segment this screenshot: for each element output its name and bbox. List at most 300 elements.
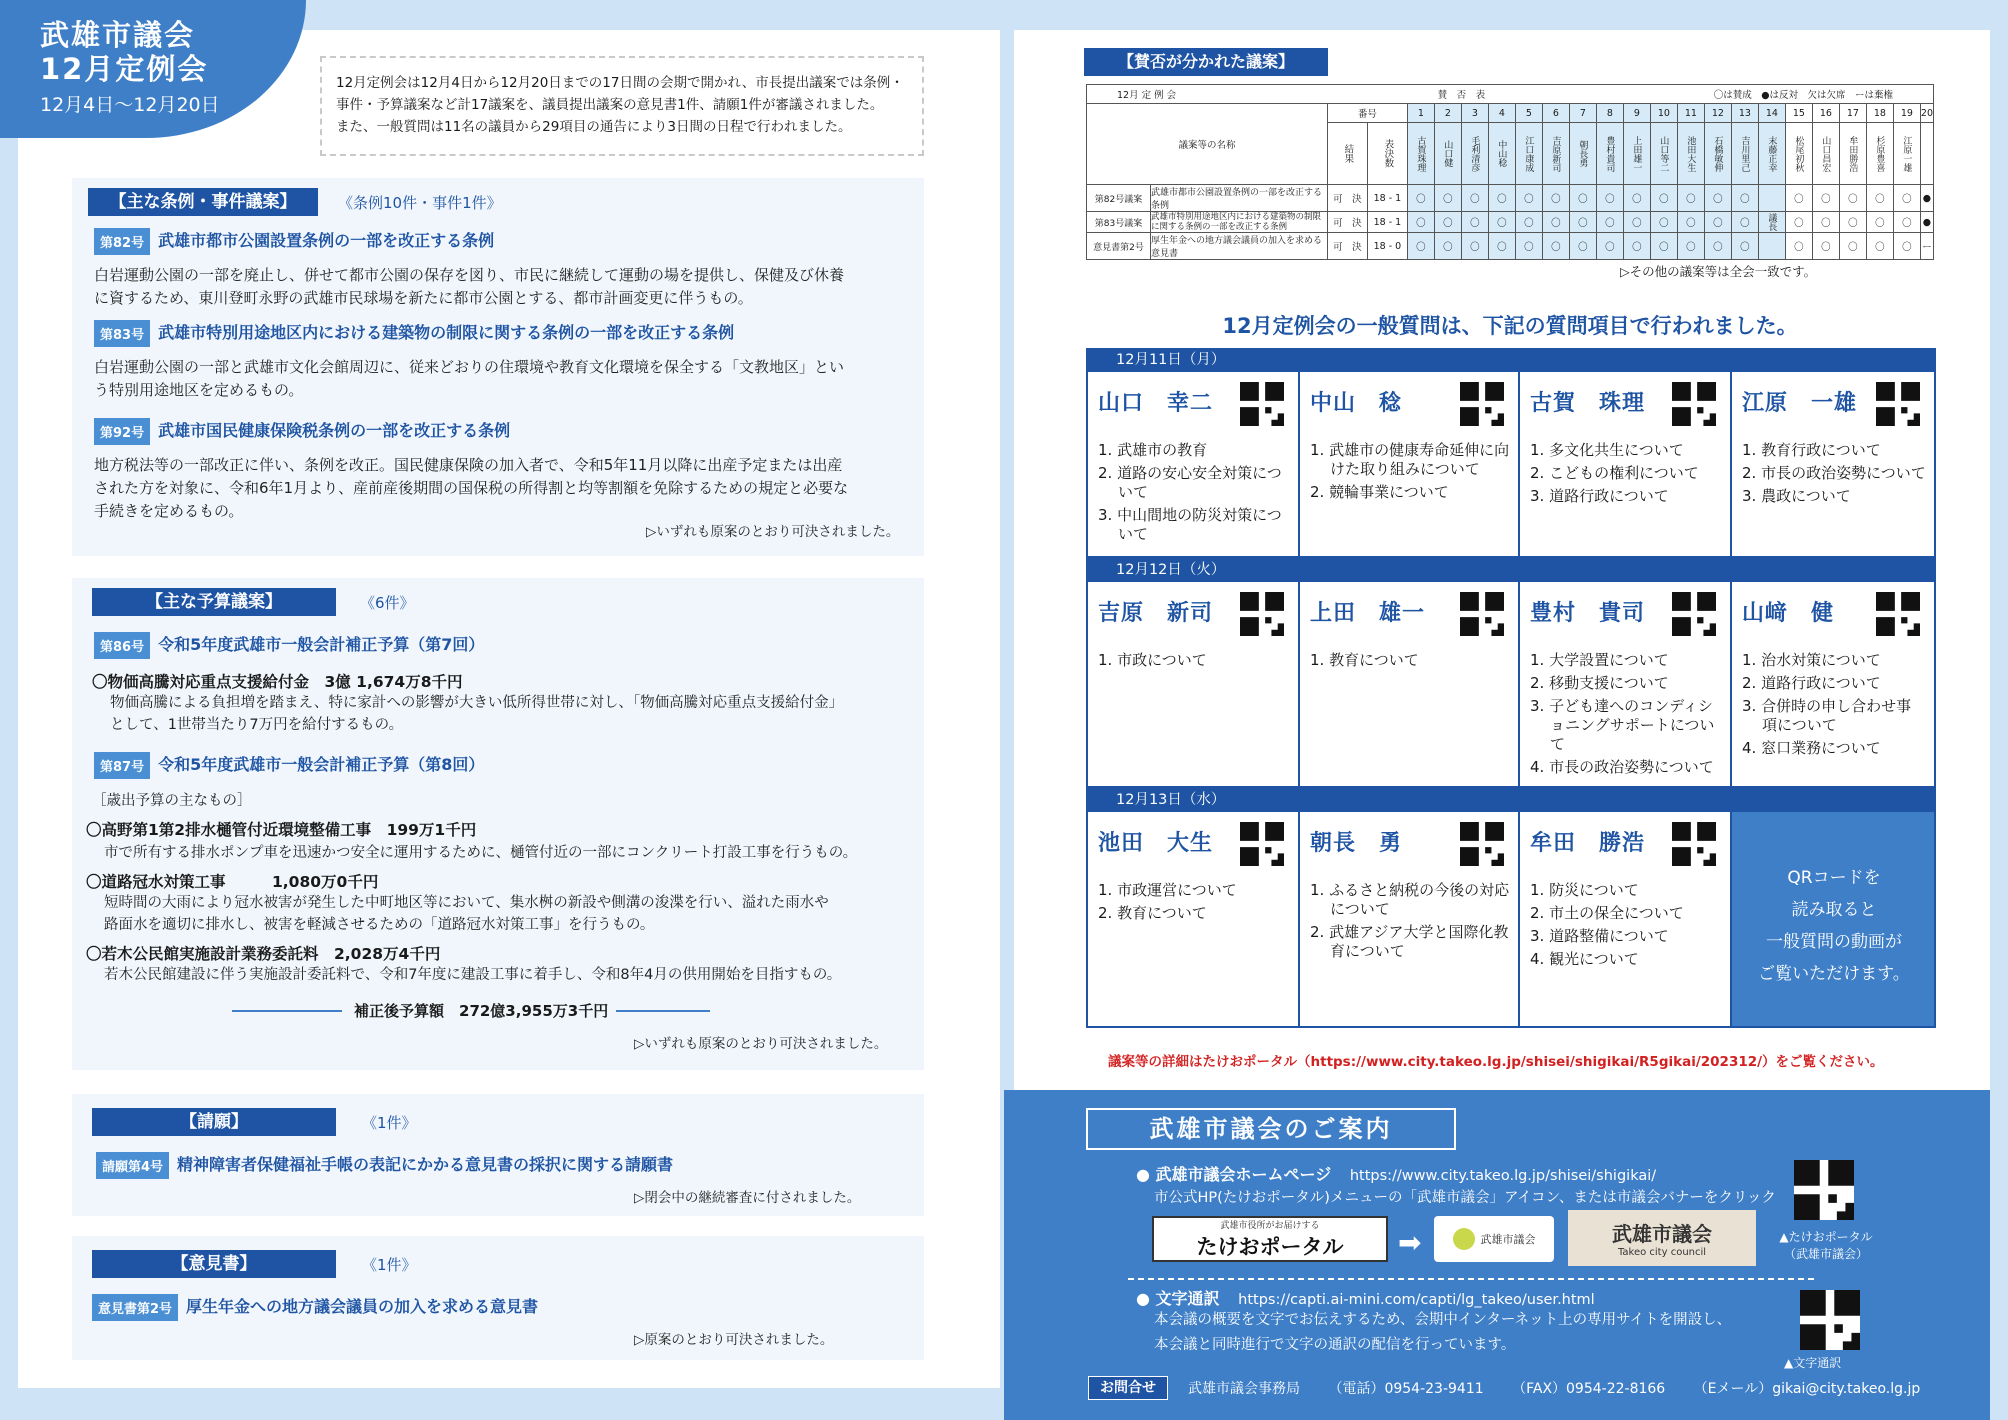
question-list — [1530, 881, 1722, 969]
mark: 〇 — [1866, 185, 1893, 212]
member-number: 13 — [1731, 104, 1758, 123]
subsidy-body — [110, 692, 920, 736]
vote-label: 【賛否が分かれた議案】 — [1084, 48, 1328, 76]
mark: 〇 — [1569, 185, 1596, 212]
mark: 〇 — [1677, 233, 1704, 260]
homepage-desc: 市公式HP(たけおポータル)メニューの「武雄市議会」アイコン、または市議会バナーをクリック — [1154, 1190, 1776, 1206]
mark: 〇 — [1407, 233, 1434, 260]
question-item: 2. こどもの権利について — [1530, 464, 1699, 482]
qr-code-icon[interactable] — [1672, 592, 1716, 636]
qr-note-line: 読み取ると — [1791, 900, 1877, 920]
body-line: された方を対象に、令和6年1月より、産前産後期間の国保税の所得割と均等割額を免除するための規定と必要な — [94, 479, 849, 497]
bill-number: 第82号 — [94, 228, 150, 255]
body-line: 地方税法等の一部改正に伴い、条例を改正。国民健康保険の加入者で、令和5年11月以降に出産予定または出産 — [94, 456, 843, 474]
mark: 〇 — [1434, 185, 1461, 212]
mark: 〇 — [1785, 212, 1812, 233]
member-name: 杉原豊喜 — [1866, 123, 1893, 185]
mark: 〇 — [1839, 185, 1866, 212]
mark: 〇 — [1677, 212, 1704, 233]
office-name: 武雄市議会事務局 — [1188, 1381, 1300, 1397]
member-name: 毛利清彦 — [1461, 123, 1488, 185]
budget-label: 【主な予算議案】 — [92, 588, 336, 616]
qr-note-line: QRコードを — [1787, 868, 1881, 888]
member-card[interactable] — [1520, 812, 1732, 1026]
desc-line: 本会議と同時進行で文字の通訳の配信を行っています。 — [1154, 1337, 1516, 1353]
row-id: 第83号議案 — [1087, 212, 1151, 233]
col-result: 結果 — [1327, 123, 1367, 185]
mark: 〇 — [1893, 185, 1920, 212]
question-item: 3. 合併時の申し合わせ事項について — [1742, 697, 1912, 734]
mark: 〇 — [1731, 185, 1758, 212]
qr-info-panel — [1732, 812, 1934, 1026]
mark: 〇 — [1623, 185, 1650, 212]
question-item: 2. 教育について — [1098, 904, 1207, 922]
opinion-count: 《1件》 — [362, 1256, 417, 1274]
mark: 〇 — [1596, 185, 1623, 212]
mark: 〇 — [1704, 233, 1731, 260]
vote-row — [1087, 212, 1934, 233]
mark: 〇 — [1893, 212, 1920, 233]
member-card[interactable] — [1088, 812, 1300, 1026]
vote-number-row — [1087, 104, 1934, 123]
qr-code-icon[interactable] — [1460, 822, 1504, 866]
mark: 〇 — [1650, 233, 1677, 260]
member-number: 20 — [1920, 104, 1933, 123]
question-item: 1. ふるさと納税の今後の対応について — [1310, 881, 1510, 918]
fax-number: （FAX）0954-22-8166 — [1512, 1381, 1666, 1397]
mark: 〇 — [1434, 212, 1461, 233]
question-list — [1742, 441, 1926, 506]
member-name: 豊村 貴司 — [1530, 601, 1646, 626]
member-name: 松尾初秋 — [1785, 123, 1812, 185]
mark: ● — [1920, 212, 1933, 233]
portal-qr-code-icon[interactable] — [1794, 1160, 1854, 1220]
council-icon-label: 武雄市議会 — [1480, 1233, 1536, 1246]
mark: 〇 — [1704, 212, 1731, 233]
session-period: 12月4日〜12月20日 — [40, 94, 220, 116]
member-name: 牟田 勝浩 — [1530, 831, 1646, 856]
row-name: 武雄市特別用途地区内における建築物の制限に関する条例の一部を改正する条例 — [1151, 212, 1328, 233]
member-name: 山﨑 健 — [1742, 601, 1835, 626]
question-item: 1. 市政運営について — [1098, 881, 1237, 899]
member-name: 山口昌宏 — [1812, 123, 1839, 185]
body-line: 手続きを定めるもの。 — [94, 502, 244, 520]
contact-row — [1188, 1378, 1920, 1398]
ordinance-result: ▷いずれも原案のとおり可決されました。 — [646, 524, 900, 540]
col-count: 表決数 — [1367, 123, 1407, 185]
member-name: 池田 大生 — [1098, 831, 1214, 856]
member-name: 中山稔 — [1488, 123, 1515, 185]
homepage-url[interactable]: https://www.city.takeo.lg.jp/shisei/shigikai/ — [1349, 1168, 1657, 1184]
bill-title-text: 武雄市都市公園設置条例の一部を改正する条例 — [158, 231, 495, 250]
chair-mark: 議長 — [1758, 212, 1785, 233]
mark: 〇 — [1812, 212, 1839, 233]
mark: 〇 — [1596, 212, 1623, 233]
mark: 〇 — [1704, 185, 1731, 212]
question-list — [1098, 881, 1290, 923]
col-name: 議案等の名称 — [1087, 104, 1328, 185]
council-banner[interactable] — [1568, 1210, 1756, 1266]
member-name: 山口等二 — [1650, 123, 1677, 185]
member-name: 末藤正幸 — [1758, 123, 1785, 185]
intro-line: 事件・予算議案など計17議案を、議員提出議案の意見書1件、請願1件が審議されました。 — [336, 97, 884, 113]
mark: 〇 — [1407, 185, 1434, 212]
mark: 〇 — [1569, 212, 1596, 233]
mark: 〇 — [1569, 233, 1596, 260]
opinion-title-text: 厚生年金への地方議会議員の加入を求める意見書 — [186, 1297, 539, 1316]
flood-body — [104, 892, 924, 936]
row-result: 可 決 — [1327, 233, 1367, 260]
homepage-label: ● 武雄市議会ホームページ — [1136, 1165, 1332, 1184]
bill-title-text: 武雄市国民健康保険税条例の一部を改正する条例 — [158, 421, 511, 440]
bill-title-text: 武雄市特別用途地区内における建築物の制限に関する条例の一部を改正する条例 — [158, 323, 735, 342]
vote-note: ▷その他の議案等は全会一致です。 — [1620, 264, 1817, 279]
day2-grid — [1086, 582, 1936, 788]
question-item: 2. 市土の保全について — [1530, 904, 1684, 922]
vote-row — [1087, 185, 1934, 212]
body-line: 若木公民館建設に伴う実施設計委託料で、令和7年度に建設工事に着手し、令和8年4月の供用開始を目指すもの。 — [104, 967, 842, 983]
qr-code-icon[interactable] — [1876, 382, 1920, 426]
mark: 〇 — [1839, 212, 1866, 233]
question-item: 3. 農政について — [1742, 487, 1851, 505]
row-count: 18 - 1 — [1367, 212, 1407, 233]
petition-label: 【請願】 — [92, 1108, 336, 1136]
contact-label: お問合せ — [1088, 1376, 1168, 1400]
guide-title: 武雄市議会のご案内 — [1086, 1108, 1456, 1150]
mark: 〇 — [1623, 233, 1650, 260]
member-name: 江原一雄 — [1893, 123, 1920, 185]
hall-body — [104, 964, 924, 986]
member-name: 吉原新司 — [1542, 123, 1569, 185]
row-id: 第82号議案 — [1087, 185, 1151, 212]
mark: 〇 — [1515, 212, 1542, 233]
bill-82-body — [94, 264, 914, 310]
vote-session: 12月 定 例 会 — [1087, 85, 1408, 104]
member-name: 山口 幸二 — [1098, 391, 1214, 416]
body-line: として、1世帯当たり7万円を給付するもの。 — [110, 717, 404, 733]
qr-code-icon[interactable] — [1876, 592, 1920, 636]
petition-result: ▷閉会中の継続審査に付されました。 — [634, 1190, 861, 1206]
caption-line: ▲たけおポータル — [1779, 1230, 1873, 1244]
intro-line: また、一般質問は11名の議員から29項目の通告により3日間の日程で行われました。 — [336, 119, 852, 135]
ordinance-count: 《条例10件・事件1件》 — [338, 194, 502, 212]
mark: 〇 — [1461, 212, 1488, 233]
date-bar-day2: 12月12日（火） — [1086, 558, 1936, 582]
question-list — [1310, 651, 1510, 670]
question-item: 2. 市長の政治姿勢について — [1742, 464, 1926, 482]
total-rule-left — [232, 1010, 342, 1012]
member-name: 吉川里己 — [1731, 123, 1758, 185]
row-name: 厚生年金への地方議会議員の加入を求める意見書 — [1151, 233, 1328, 260]
question-list — [1530, 651, 1722, 777]
member-number: 15 — [1785, 104, 1812, 123]
phone-number[interactable]: （電話）0954-23-9411 — [1328, 1381, 1484, 1397]
petition-number: 請願第4号 — [96, 1152, 169, 1179]
question-list — [1310, 441, 1510, 502]
portal-name: たけおポータル — [1196, 1234, 1344, 1259]
intro-box — [320, 56, 924, 156]
body-line: 白岩運動公園の一部を廃止し、併せて都市公園の保存を図り、市民に継続して運動の場を提供し、保健及び休養 — [94, 266, 845, 284]
member-name: 山口健 — [1434, 123, 1461, 185]
member-number: 9 — [1623, 104, 1650, 123]
member-number: 16 — [1812, 104, 1839, 123]
qr-note-line: ご覧いただけます。 — [1758, 964, 1910, 984]
qr-code-icon[interactable] — [1672, 822, 1716, 866]
mark: 〇 — [1434, 233, 1461, 260]
mark — [1758, 185, 1785, 212]
title-line2: 12月定例会 — [40, 52, 209, 86]
question-item: 3. 中山間地の防災対策について — [1098, 506, 1282, 543]
question-item: 1. 治水対策について — [1742, 651, 1881, 669]
member-name: 江原 一雄 — [1742, 391, 1858, 416]
day3-grid — [1086, 812, 1936, 1028]
bill-92-body — [94, 454, 914, 523]
question-list — [1098, 651, 1290, 670]
bill-83-body — [94, 356, 914, 402]
mark — [1758, 233, 1785, 260]
row-result: 可 決 — [1327, 185, 1367, 212]
member-number: 1 — [1407, 104, 1434, 123]
question-item: 1. 武雄市の健康寿命延伸に向けた取り組みについて — [1310, 441, 1510, 478]
bill-82-title[interactable] — [94, 228, 494, 255]
portal-small-text: 武雄市役所がお届けする — [1220, 1220, 1320, 1231]
member-number: 11 — [1677, 104, 1704, 123]
member-number: 4 — [1488, 104, 1515, 123]
general-questions-heading: 12月定例会の一般質問は、下記の質問項目で行われました。 — [1222, 314, 1798, 338]
petition-title[interactable] — [96, 1152, 673, 1179]
captions-qr-code-icon[interactable] — [1800, 1290, 1860, 1350]
body-line: 物価高騰による負担増を踏まえ、特に家計への影響が大きい低所得世帯に対し、「物価高騰対応重点支援給付金」 — [110, 695, 844, 711]
opinion-title[interactable] — [92, 1294, 538, 1321]
mark: 〇 — [1488, 185, 1515, 212]
question-item: 1. 防災について — [1530, 881, 1639, 899]
question-item: 1. 教育について — [1310, 651, 1419, 669]
drainage-body — [104, 842, 924, 864]
qr-code-icon[interactable] — [1460, 592, 1504, 636]
bill-number: 第86号 — [94, 632, 150, 659]
mark: 〇 — [1596, 233, 1623, 260]
question-item: 2. 道路の安心安全対策について — [1098, 464, 1282, 501]
budget-total: 補正後予算額 272億3,955万3千円 — [354, 1002, 609, 1020]
budget-count: 《6件》 — [360, 594, 415, 612]
member-name: 朝長勇 — [1569, 123, 1596, 185]
member-card[interactable] — [1300, 812, 1520, 1026]
mark: 〇 — [1785, 185, 1812, 212]
hall-title: 〇若木公民館実施設計業務委託料 2,028万4千円 — [86, 945, 441, 963]
body-line: う特別用途地区を定めるもの。 — [94, 381, 304, 399]
member-number: 5 — [1515, 104, 1542, 123]
mark: 〇 — [1731, 212, 1758, 233]
bill-title-text: 令和5年度武雄市一般会計補正予算（第7回） — [158, 635, 485, 654]
bill-83-title[interactable] — [94, 320, 734, 347]
mark: 〇 — [1488, 212, 1515, 233]
mark: 〇 — [1542, 185, 1569, 212]
council-icon-button[interactable] — [1434, 1216, 1554, 1262]
row-count: 18 - 1 — [1367, 185, 1407, 212]
petition-title-text: 精神障害者保健福祉手帳の表記にかかる意見書の採択に関する請願書 — [177, 1155, 674, 1174]
desc-line: 本会議の概要を文字でお伝えするため、会期中インターネット上の専用サイトを開設し、 — [1154, 1312, 1732, 1328]
ordinance-label: 【主な条例・事件議案】 — [88, 188, 318, 216]
member-card[interactable] — [1732, 582, 1934, 786]
flood-title: 〇道路冠水対策工事 1,080万0千円 — [86, 873, 379, 891]
row-name: 武雄市都市公園設置条例の一部を改正する条例 — [1151, 185, 1328, 212]
question-item: 2. 道路行政について — [1742, 674, 1881, 692]
day1-grid — [1086, 372, 1936, 558]
bill-87-title[interactable] — [94, 752, 484, 779]
member-card[interactable] — [1520, 372, 1732, 556]
expense-heading: ［歳出予算の主なもの］ — [92, 793, 252, 809]
mark: 〇 — [1893, 233, 1920, 260]
bill-86-title[interactable] — [94, 632, 484, 659]
qr-code-icon[interactable] — [1460, 382, 1504, 426]
takeo-portal-button[interactable] — [1152, 1216, 1388, 1262]
body-line: に資するため、東川登町永野の武雄市民球場を新たに都市公園とする、都市計画変更に伴うもの。 — [94, 289, 753, 307]
member-number: 10 — [1650, 104, 1677, 123]
member-card[interactable] — [1300, 582, 1520, 786]
captions-url[interactable]: https://capti.ai-mini.com/capti/lg_takeo/user.html — [1238, 1292, 1595, 1308]
qr-code-icon[interactable] — [1240, 382, 1284, 426]
mark: 〇 — [1515, 233, 1542, 260]
member-card[interactable] — [1088, 582, 1300, 786]
question-item: 4. 観光について — [1530, 950, 1639, 968]
body-line: 短時間の大雨により冠水被害が発生した中町地区等において、集水桝の新設や側溝の浚渫を行い、溢れた雨水や — [104, 895, 829, 911]
question-item: 1. 市政について — [1098, 651, 1207, 669]
question-item: 2. 武雄アジア大学と国際化教育について — [1310, 923, 1509, 960]
arrow-right-icon: ➡ — [1398, 1226, 1422, 1259]
vote-row — [1087, 233, 1934, 260]
vote-legend: 〇は賛成 ●は反対 欠は欠席 ーは棄権 — [1515, 85, 1933, 104]
bill-number: 第83号 — [94, 320, 150, 347]
member-name: 池田大生 — [1677, 123, 1704, 185]
member-name: 古賀珠理 — [1407, 123, 1434, 185]
row-id: 意見書第2号 — [1087, 233, 1151, 260]
vote-table-title: 賛 否 表 — [1407, 85, 1515, 104]
member-number: 17 — [1839, 104, 1866, 123]
question-item: 2. 競輪事業について — [1310, 483, 1449, 501]
detail-note[interactable]: 議案等の詳細はたけおポータル（https://www.city.takeo.lg.jp/shisei/shigikai/R5gikai/202312/）をご覧ください。 — [1108, 1054, 1884, 1070]
guide-divider — [1128, 1278, 1814, 1280]
question-list — [1530, 441, 1722, 506]
member-name: 古賀 珠理 — [1530, 391, 1646, 416]
member-number: 6 — [1542, 104, 1569, 123]
total-rule-right — [616, 1010, 710, 1012]
mark: 〇 — [1461, 233, 1488, 260]
member-number: 12 — [1704, 104, 1731, 123]
member-card[interactable] — [1088, 372, 1300, 556]
date-bar-day1: 12月11日（月） — [1086, 348, 1936, 372]
qr-code-icon[interactable] — [1672, 382, 1716, 426]
member-name — [1920, 123, 1933, 185]
bill-number: 第87号 — [94, 752, 150, 779]
qr-note-line: 一般質問の動画が — [1765, 932, 1902, 952]
caption-line: （武雄市議会） — [1783, 1247, 1868, 1261]
captions-qr-caption: ▲文字通訳 — [1784, 1356, 1842, 1370]
col-number: 番号 — [1327, 104, 1407, 123]
mark: 〇 — [1488, 233, 1515, 260]
mark: ー — [1920, 233, 1933, 260]
member-number: 18 — [1866, 104, 1893, 123]
member-number: 8 — [1596, 104, 1623, 123]
banner-en: Takeo city council — [1617, 1247, 1707, 1258]
qr-code-icon[interactable] — [1240, 822, 1284, 866]
intro-line: 12月定例会は12月4日から12月20日までの17日間の会期で開かれ、市長提出議案では条例・ — [336, 75, 904, 91]
member-number: 3 — [1461, 104, 1488, 123]
portal-qr-caption — [1776, 1228, 1876, 1262]
question-item: 2. 移動支援について — [1530, 674, 1669, 692]
member-name: 牟田勝浩 — [1839, 123, 1866, 185]
question-item: 1. 教育行政について — [1742, 441, 1881, 459]
mark: 〇 — [1650, 212, 1677, 233]
body-line: 白岩運動公園の一部と武雄市文化会館周辺に、従来どおりの住環境や教育文化環境を保全する「文教地区」とい — [94, 358, 845, 376]
vote-header-row — [1087, 85, 1934, 104]
member-card[interactable] — [1300, 372, 1520, 556]
mark: ● — [1920, 185, 1933, 212]
question-item: 1. 多文化共生について — [1530, 441, 1684, 459]
member-number: 14 — [1758, 104, 1785, 123]
captions-desc — [1154, 1308, 1731, 1354]
captions-label: ● 文字通訳 — [1136, 1289, 1220, 1308]
mark: 〇 — [1866, 212, 1893, 233]
member-name: 豊村貴司 — [1596, 123, 1623, 185]
question-list — [1098, 441, 1290, 544]
member-name: 江口康成 — [1515, 123, 1542, 185]
question-list — [1310, 881, 1510, 961]
bill-number: 第92号 — [94, 418, 150, 445]
mark: 〇 — [1515, 185, 1542, 212]
opinion-label: 【意見書】 — [92, 1250, 336, 1278]
subsidy-title: 〇物価高騰対応重点支援給付金 3億 1,674万8千円 — [92, 673, 463, 691]
row-result: 可 決 — [1327, 212, 1367, 233]
date-bar-day3: 12月13日（水） — [1086, 788, 1936, 812]
petition-count: 《1件》 — [362, 1114, 417, 1132]
question-item: 1. 武雄市の教育 — [1098, 441, 1208, 459]
question-item: 3. 道路整備について — [1530, 927, 1669, 945]
vote-table — [1086, 84, 1934, 260]
bill-92-title[interactable] — [94, 418, 510, 445]
mark: 〇 — [1812, 233, 1839, 260]
member-name: 上田 雄一 — [1310, 601, 1426, 626]
mark: 〇 — [1650, 185, 1677, 212]
question-item: 3. 道路行政について — [1530, 487, 1669, 505]
member-number: 19 — [1893, 104, 1920, 123]
captions-row — [1136, 1286, 1595, 1309]
member-card[interactable] — [1520, 582, 1732, 786]
question-item: 4. 市長の政治姿勢について — [1530, 758, 1714, 776]
mark: 〇 — [1623, 212, 1650, 233]
mark: 〇 — [1839, 233, 1866, 260]
email-address[interactable]: （Eメール）gikai@city.takeo.lg.jp — [1693, 1381, 1921, 1397]
qr-code-icon[interactable] — [1240, 592, 1284, 636]
member-card[interactable] — [1732, 372, 1934, 556]
mark: 〇 — [1461, 185, 1488, 212]
member-number: 7 — [1569, 104, 1596, 123]
mark: 〇 — [1677, 185, 1704, 212]
body-line: 市で所有する排水ポンプ車を迅速かつ安全に運用するために、樋管付近の一部にコンクリート打設工事を行うもの。 — [104, 845, 858, 861]
body-line: 路面水を適切に排水し、被害を軽減させるための「道路冠水対策工事」を行うもの。 — [104, 917, 655, 933]
council-emblem-icon — [1453, 1228, 1475, 1250]
mark: 〇 — [1812, 185, 1839, 212]
member-number: 2 — [1434, 104, 1461, 123]
question-list — [1742, 651, 1926, 758]
mark: 〇 — [1542, 212, 1569, 233]
banner-jp: 武雄市議会 — [1612, 1222, 1712, 1246]
mark: 〇 — [1407, 212, 1434, 233]
opinion-number: 意見書第2号 — [92, 1294, 178, 1321]
council-guide — [1004, 1090, 1990, 1420]
question-item: 1. 大学設置について — [1530, 651, 1669, 669]
mark: 〇 — [1542, 233, 1569, 260]
member-name: 中山 稔 — [1310, 391, 1403, 416]
